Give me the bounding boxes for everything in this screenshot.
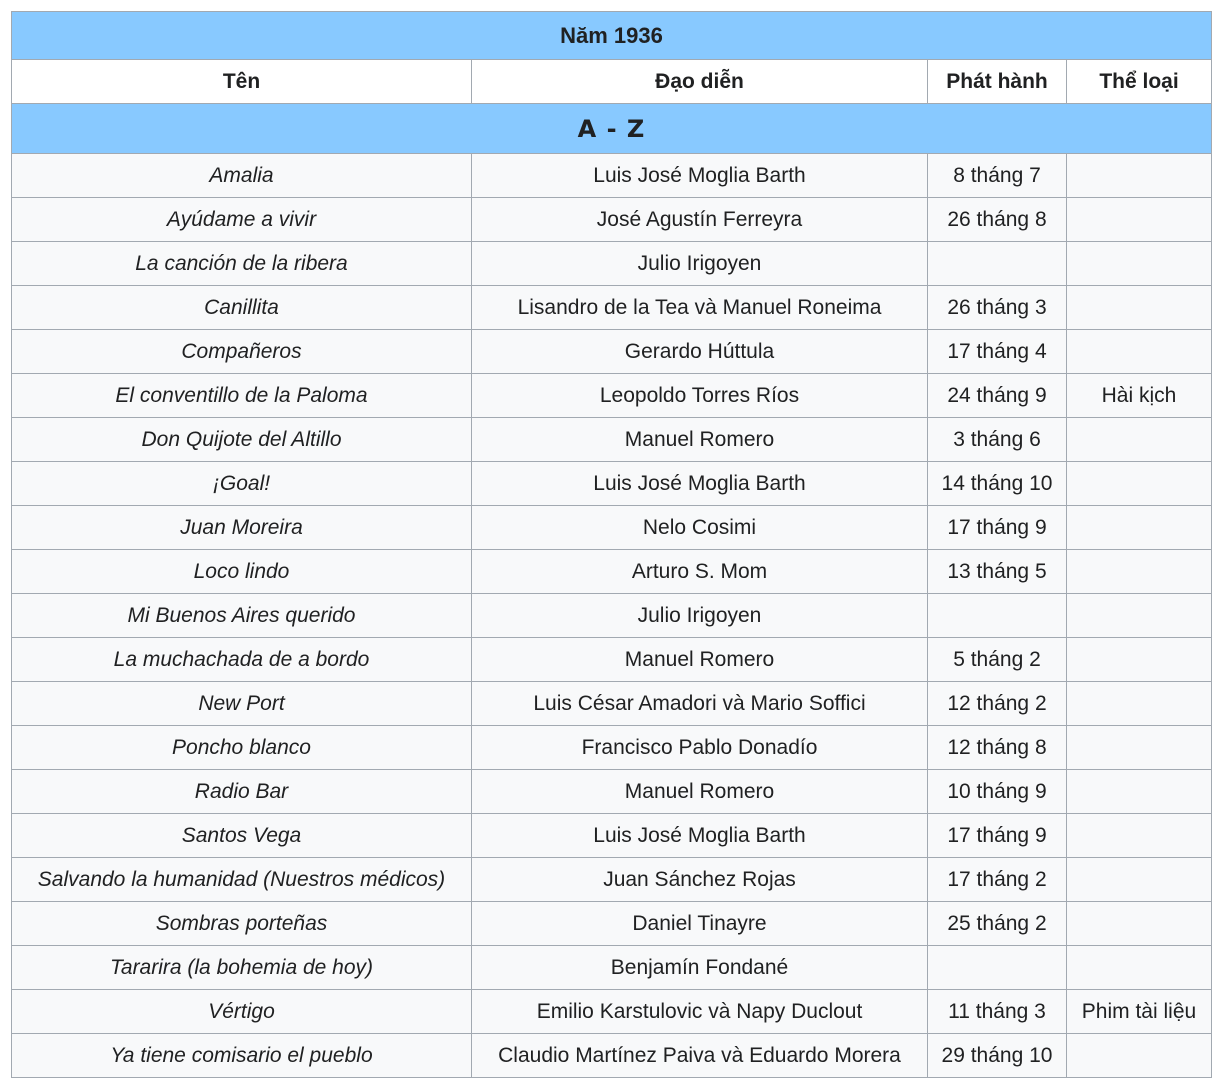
table-row — [12, 330, 1212, 374]
table-row — [12, 198, 1212, 242]
director-cell[interactable]: Leopoldo Torres Ríos — [472, 374, 928, 418]
genre-cell[interactable] — [1067, 946, 1212, 990]
director-cell[interactable]: Luis José Moglia Barth — [472, 814, 928, 858]
director-cell[interactable]: Arturo S. Mom — [472, 550, 928, 594]
release-date-cell: 17 tháng 2 — [928, 858, 1067, 902]
release-date-cell: 12 tháng 2 — [928, 682, 1067, 726]
release-date-cell: 3 tháng 6 — [928, 418, 1067, 462]
table-row — [12, 814, 1212, 858]
film-title-cell[interactable]: ¡Goal! — [12, 462, 472, 506]
release-date-cell: 14 tháng 10 — [928, 462, 1067, 506]
table-row — [12, 550, 1212, 594]
table-row — [12, 726, 1212, 770]
release-date-cell — [928, 594, 1067, 638]
genre-cell[interactable]: Phim tài liệu — [1067, 990, 1212, 1034]
film-title-cell[interactable]: La canción de la ribera — [12, 242, 472, 286]
director-cell[interactable]: Gerardo Húttula — [472, 330, 928, 374]
film-title-cell[interactable]: Poncho blanco — [12, 726, 472, 770]
film-title-cell[interactable]: Amalia — [12, 154, 472, 198]
director-cell[interactable]: Nelo Cosimi — [472, 506, 928, 550]
release-date-cell: 24 tháng 9 — [928, 374, 1067, 418]
film-title-cell[interactable]: Salvando la humanidad (Nuestros médicos) — [12, 858, 472, 902]
film-title-cell[interactable]: Ya tiene comisario el pueblo — [12, 1034, 472, 1078]
release-date-cell: 17 tháng 9 — [928, 814, 1067, 858]
column-header-title: Tên — [12, 60, 472, 104]
director-cell[interactable]: Benjamín Fondané — [472, 946, 928, 990]
release-date-cell — [928, 946, 1067, 990]
release-date-cell — [928, 242, 1067, 286]
genre-cell[interactable] — [1067, 242, 1212, 286]
release-date-cell: 11 tháng 3 — [928, 990, 1067, 1034]
table-row — [12, 506, 1212, 550]
table-row — [12, 902, 1212, 946]
genre-cell[interactable] — [1067, 902, 1212, 946]
table-row — [12, 374, 1212, 418]
genre-cell[interactable] — [1067, 682, 1212, 726]
director-cell[interactable]: Manuel Romero — [472, 770, 928, 814]
release-date-cell: 8 tháng 7 — [928, 154, 1067, 198]
director-cell[interactable]: Julio Irigoyen — [472, 242, 928, 286]
release-date-cell: 12 tháng 8 — [928, 726, 1067, 770]
table-row — [12, 1034, 1212, 1078]
director-cell[interactable]: Luis José Moglia Barth — [472, 154, 928, 198]
table-row — [12, 946, 1212, 990]
table-row — [12, 154, 1212, 198]
genre-cell[interactable] — [1067, 286, 1212, 330]
release-date-cell: 5 tháng 2 — [928, 638, 1067, 682]
genre-cell[interactable] — [1067, 462, 1212, 506]
film-title-cell[interactable]: Radio Bar — [12, 770, 472, 814]
header-row — [12, 60, 1212, 104]
table-row — [12, 418, 1212, 462]
genre-cell[interactable] — [1067, 638, 1212, 682]
section-heading: A - Z — [12, 104, 1212, 154]
film-title-cell[interactable]: Juan Moreira — [12, 506, 472, 550]
film-title-cell[interactable]: Santos Vega — [12, 814, 472, 858]
film-title-cell[interactable]: Canillita — [12, 286, 472, 330]
director-cell[interactable]: Juan Sánchez Rojas — [472, 858, 928, 902]
table-row — [12, 242, 1212, 286]
table-row — [12, 990, 1212, 1034]
films-table — [11, 11, 1212, 1078]
director-cell[interactable]: Luis César Amadori và Mario Soffici — [472, 682, 928, 726]
director-cell[interactable]: Julio Irigoyen — [472, 594, 928, 638]
table-caption: Năm 1936 — [12, 12, 1212, 60]
genre-cell[interactable] — [1067, 330, 1212, 374]
genre-cell[interactable] — [1067, 770, 1212, 814]
director-cell[interactable]: José Agustín Ferreyra — [472, 198, 928, 242]
caption-row — [12, 12, 1212, 60]
table-row — [12, 594, 1212, 638]
column-header-director: Đạo diễn — [472, 60, 928, 104]
table-row — [12, 682, 1212, 726]
release-date-cell: 25 tháng 2 — [928, 902, 1067, 946]
film-title-cell[interactable]: New Port — [12, 682, 472, 726]
release-date-cell: 26 tháng 3 — [928, 286, 1067, 330]
genre-cell[interactable] — [1067, 154, 1212, 198]
genre-cell[interactable] — [1067, 506, 1212, 550]
column-header-genre: Thể loại — [1067, 60, 1212, 104]
section-row — [12, 104, 1212, 154]
director-cell[interactable]: Claudio Martínez Paiva và Eduardo Morera — [472, 1034, 928, 1078]
film-title-cell[interactable]: La muchachada de a bordo — [12, 638, 472, 682]
genre-cell[interactable] — [1067, 594, 1212, 638]
release-date-cell: 10 tháng 9 — [928, 770, 1067, 814]
release-date-cell: 13 tháng 5 — [928, 550, 1067, 594]
film-title-cell[interactable]: Compañeros — [12, 330, 472, 374]
genre-cell[interactable] — [1067, 726, 1212, 770]
genre-cell[interactable] — [1067, 1034, 1212, 1078]
release-date-cell: 17 tháng 9 — [928, 506, 1067, 550]
genre-cell[interactable]: Hài kịch — [1067, 374, 1212, 418]
director-cell[interactable]: Daniel Tinayre — [472, 902, 928, 946]
film-title-cell[interactable]: El conventillo de la Paloma — [12, 374, 472, 418]
table-row — [12, 638, 1212, 682]
genre-cell[interactable] — [1067, 814, 1212, 858]
table-row — [12, 858, 1212, 902]
film-title-cell[interactable]: Vértigo — [12, 990, 472, 1034]
film-title-cell[interactable]: Sombras porteñas — [12, 902, 472, 946]
genre-cell[interactable] — [1067, 858, 1212, 902]
director-cell[interactable]: Emilio Karstulovic và Napy Duclout — [472, 990, 928, 1034]
table-row — [12, 286, 1212, 330]
film-title-cell[interactable]: Loco lindo — [12, 550, 472, 594]
director-cell[interactable]: Francisco Pablo Donadío — [472, 726, 928, 770]
genre-cell[interactable] — [1067, 550, 1212, 594]
director-cell[interactable]: Lisandro de la Tea và Manuel Roneima — [472, 286, 928, 330]
film-title-cell[interactable]: Ayúdame a vivir — [12, 198, 472, 242]
release-date-cell: 17 tháng 4 — [928, 330, 1067, 374]
film-title-cell[interactable]: Don Quijote del Altillo — [12, 418, 472, 462]
film-title-cell[interactable]: Tararira (la bohemia de hoy) — [12, 946, 472, 990]
film-title-cell[interactable]: Mi Buenos Aires querido — [12, 594, 472, 638]
table-row — [12, 462, 1212, 506]
release-date-cell: 29 tháng 10 — [928, 1034, 1067, 1078]
director-cell[interactable]: Manuel Romero — [472, 638, 928, 682]
column-header-release: Phát hành — [928, 60, 1067, 104]
director-cell[interactable]: Luis José Moglia Barth — [472, 462, 928, 506]
genre-cell[interactable] — [1067, 198, 1212, 242]
release-date-cell: 26 tháng 8 — [928, 198, 1067, 242]
table-row — [12, 770, 1212, 814]
director-cell[interactable]: Manuel Romero — [472, 418, 928, 462]
genre-cell[interactable] — [1067, 418, 1212, 462]
